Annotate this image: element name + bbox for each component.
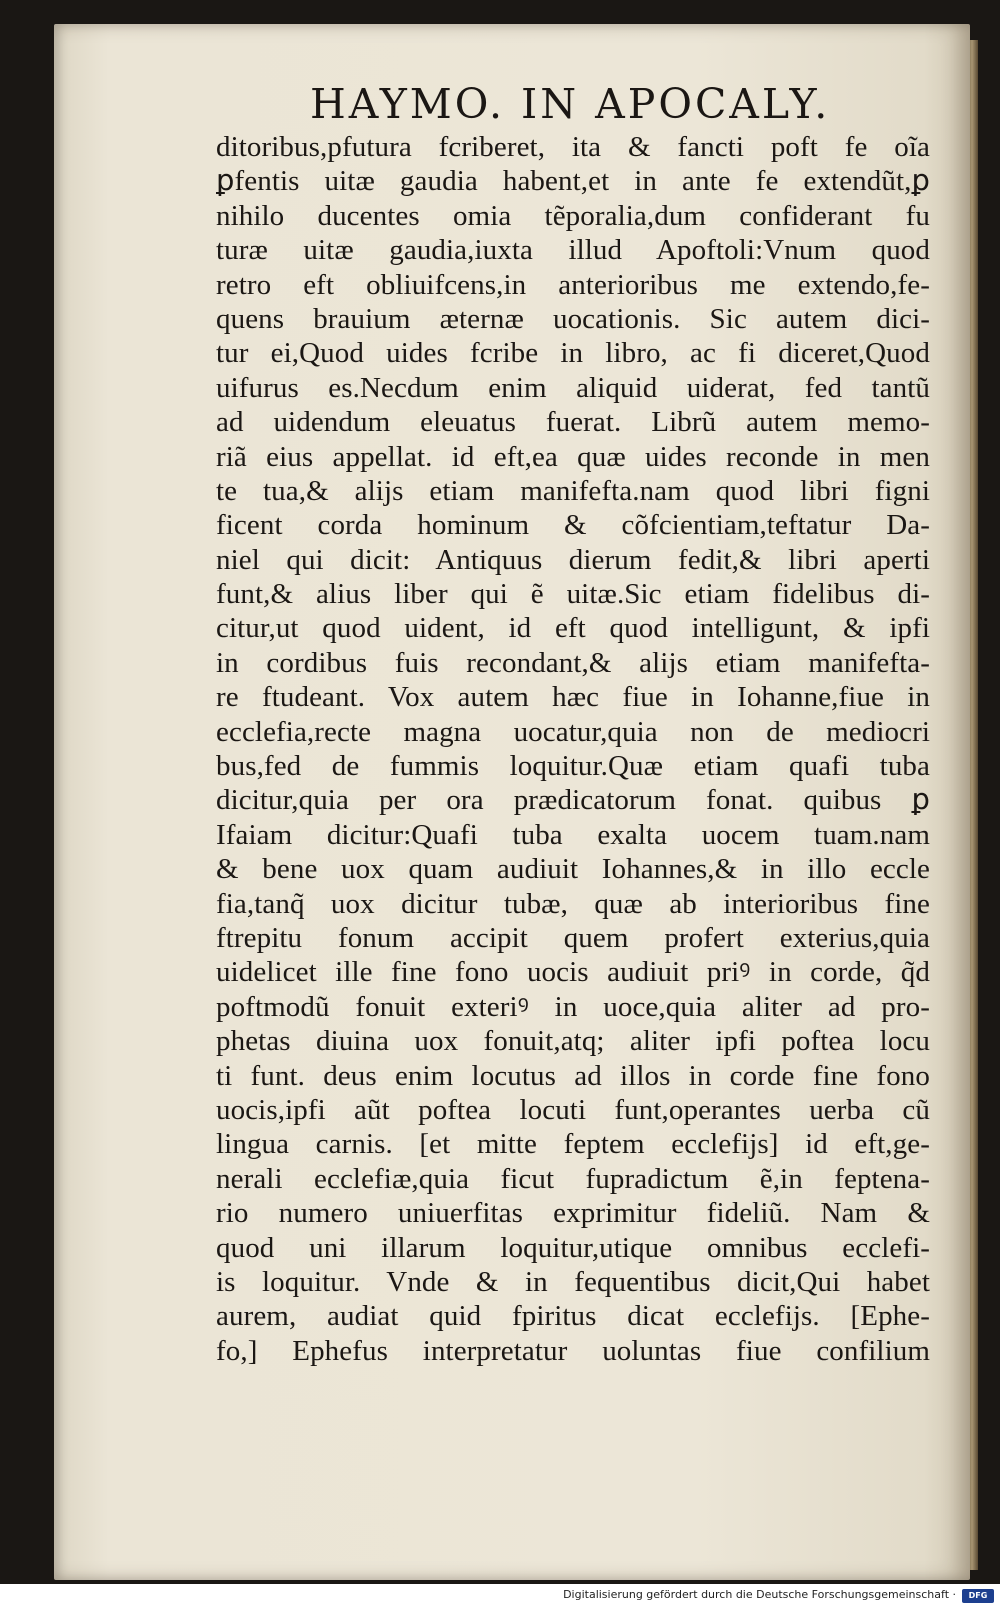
footer-credit: Digitalisierung gefördert durch die Deutsche Forschungsgemeinschaft · xyxy=(563,1588,956,1601)
text-line: poftmodũ fonuit exteriꝰ in uoce,quia aliter ad pro- xyxy=(216,990,930,1023)
text-line: re ftudeant. Vox autem hæc fiue in Iohanne,fiue in xyxy=(216,681,930,714)
text-line: turæ uitæ gaudia,iuxta illud Apoftoli:Vnum quod xyxy=(216,234,930,267)
text-line: tur ei,Quod uides fcribe in libro, ac fi diceret,Quod xyxy=(216,337,930,370)
text-line: quens brauium æternæ uocationis. Sic autem dici- xyxy=(216,302,930,335)
text-line: riã eius appellat. id eft,ea quæ uides reconde in men xyxy=(216,440,930,473)
text-line: ficent corda hominum & cõfcientiam,teftatur Da- xyxy=(216,509,930,542)
text-block xyxy=(216,130,930,1368)
text-line: dicitur,quia per ora prædicatorum fonat. quibus ꝑ xyxy=(216,784,930,817)
text-line: ecclefia,recte magna uocatur,quia non de mediocri xyxy=(216,715,930,748)
text-line: nihilo ducentes omia tẽporalia,dum confiderant fu xyxy=(216,199,930,232)
text-line: fia,tanq̃ uox dicitur tubæ, quæ ab interioribus fine xyxy=(216,887,930,920)
text-line: fo,] Ephefus interpretatur uoluntas fiue confilium xyxy=(216,1334,930,1367)
text-line: nerali ecclefiæ,quia ficut fupradictum ẽ,in feptena- xyxy=(216,1162,930,1195)
dfg-logo-icon xyxy=(962,1589,994,1603)
text-line: & bene uox quam audiuit Iohannes,& in illo eccle xyxy=(216,853,930,886)
running-head: HAYMO. IN APOCALY. xyxy=(310,80,831,128)
text-line: Ifaiam dicitur:Quafi tuba exalta uocem tuam.nam xyxy=(216,818,930,851)
text-line: phetas diuina uox fonuit,atq; aliter ipfi poftea locu xyxy=(216,1025,930,1058)
text-line: rio numero uniuerfitas exprimitur fideliũ. Nam & xyxy=(216,1197,930,1230)
text-line: retro eft obliuifcens,in anterioribus me extendo,fe- xyxy=(216,268,930,301)
text-line: te tua,& alijs etiam manifefta.nam quod libri figni xyxy=(216,474,930,507)
text-line: uocis,ipfi aũt poftea locuti funt,operantes uerba cũ xyxy=(216,1093,930,1126)
text-line: funt,& alius liber qui ẽ uitæ.Sic etiam fidelibus di- xyxy=(216,578,930,611)
text-line: in cordibus fuis recondant,& alijs etiam manifefta- xyxy=(216,646,930,679)
text-line: uidelicet ille fine fono uocis audiuit priꝰ in corde, q̃d xyxy=(216,956,930,989)
text-line: ti funt. deus enim locutus ad illos in corde fine fono xyxy=(216,1059,930,1092)
text-line: niel qui dicit: Antiquus dierum fedit,& libri aperti xyxy=(216,543,930,576)
text-line: aurem, audiat quid fpiritus dicat ecclefijs. [Ephe- xyxy=(216,1300,930,1333)
text-line: ftrepitu fonum accipit quem profert exterius,quia xyxy=(216,921,930,954)
text-line: uifurus es.Necdum enim aliquid uiderat, fed tantũ xyxy=(216,371,930,404)
text-line: lingua carnis. [et mitte feptem ecclefijs] id eft,ge- xyxy=(216,1128,930,1161)
text-line: is loquitur. Vnde & in fequentibus dicit,Qui habet xyxy=(216,1265,930,1298)
text-line: bus,fed de fummis loquitur.Quæ etiam quafi tuba xyxy=(216,750,930,783)
text-line: ditoribus,pfutura fcriberet, ita & fancti poft fe oĩa xyxy=(216,131,930,163)
text-line: ꝑfentis uitæ gaudia habent,et in ante fe extendũt,ꝑ xyxy=(216,165,930,198)
text-line: ad uidendum eleuatus fuerat. Librũ autem memo- xyxy=(216,406,930,439)
dfg-logo-text: DFG xyxy=(968,1591,988,1600)
text-line: citur,ut quod uident, id eft quod intelligunt, & ipfi xyxy=(216,612,930,645)
footer-bar xyxy=(0,1584,1000,1608)
text-line: quod uni illarum loquitur,utique omnibus ecclefi- xyxy=(216,1231,930,1264)
